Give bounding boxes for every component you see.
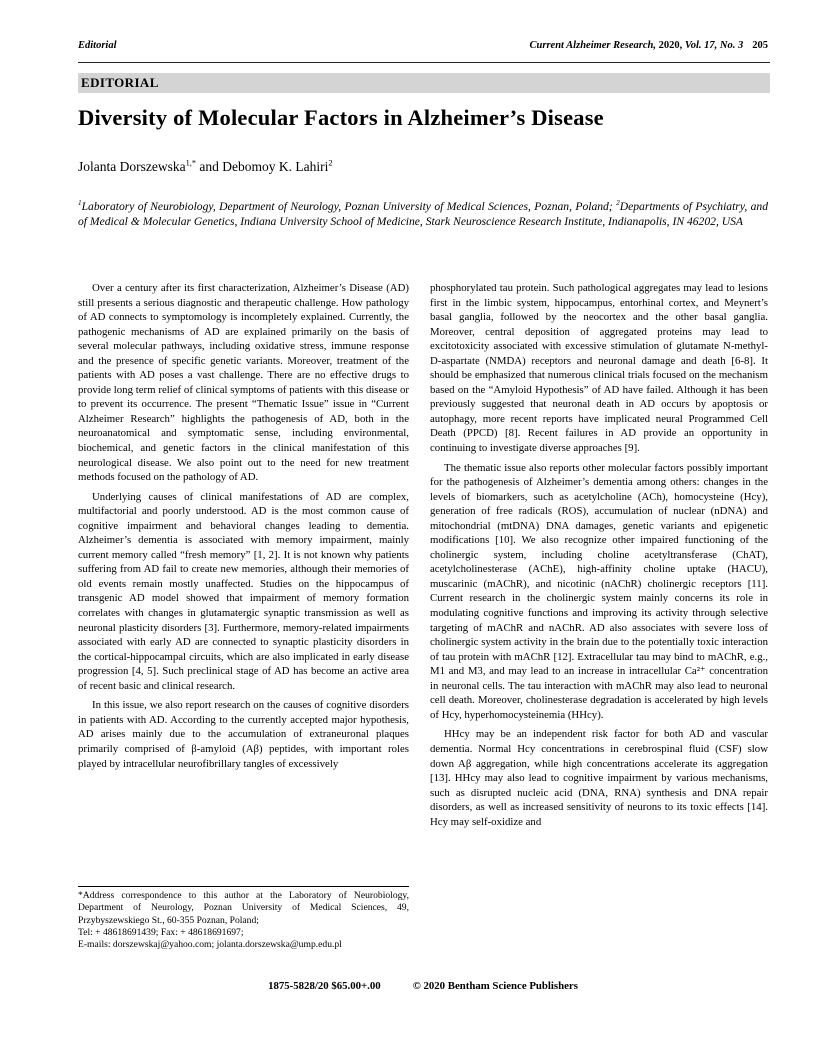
- running-head-section: Editorial: [78, 40, 117, 51]
- copyright: © 2020 Bentham Science Publishers: [412, 980, 578, 992]
- author-line: [78, 159, 768, 175]
- journal-year: 2020,: [656, 40, 685, 51]
- paragraph: In this issue, we also report research on the causes of cognitive disorders in patients with AD. According to the currently accepted major hypothesis, AD arises mainly due to the accumulation of extraneuronal plaques primarily comprised of β-amyloid (Aβ) peptides, with important roles played by intracellular neurofibrillary tangles of excessively: [78, 699, 409, 770]
- issn-price: 1875-5828/20 $65.00+.00: [268, 980, 381, 992]
- journal-name: Current Alzheimer Research,: [529, 40, 657, 51]
- correspondence-footnote: [78, 886, 409, 951]
- affiliation-2-text: Departments of Psychiatry, and of Medical & Molecular Genetics, Indiana University School of Medicine, Stark Neuroscience Research Institute, Indianapolis, IN 46202, USA: [78, 200, 768, 229]
- header-divider: [78, 62, 770, 63]
- author-second-affiliation-marker: 2: [328, 158, 333, 168]
- body-columns: [78, 281, 768, 959]
- page-footer: [78, 980, 768, 992]
- running-head: [78, 40, 768, 51]
- paragraph: phosphorylated tau protein. Such pathological aggregates may lead to lesions first in the limbic system, hippocampus, entorhinal cortex, and Meynert’s basal ganglia, followed by the neocortex and the other basal ganglia. Moreover, central deposition of aggregated proteins may lead to excitotoxicity associated with excessive stimulation of glutamate N-methyl-D-aspartate (NMDA) receptors and neuronal damage and death [6-8]. It should be emphasized that numerous clinical trials focused on the mechanism based on the “Amyloid Hypothesis” of AD have failed. Although it has been previously suggested that neuronal death in AD occurs by apoptosis or autophagy, more recent reports have implicated neural Programmed Cell Death (PPCD) [8]. Recent failures in AD provide an opportunity in continuing to investigate diverse approaches [9].: [430, 282, 768, 455]
- author-first: Jolanta Dorszewska: [78, 159, 186, 174]
- paragraph: HHcy may be an independent risk factor for both AD and vascular dementia. Normal Hcy concentrations in cerebrospinal fluid (CSF) slow down Aβ aggregation, while high concentrations accelerate its aggregation [13]. HHcy may also lead to cognitive impairment by various mechanisms, such as disrupted nucleic acid (DNA, RNA) synthesis and DNA repair disorders, as well as increased sensitivity of neurons to its toxic effects [14]. Hcy may self-oxidize and: [430, 728, 768, 828]
- section-banner: EDITORIAL: [78, 73, 770, 93]
- affiliations: [78, 199, 768, 230]
- journal-volume: Vol. 17, No. 3: [684, 40, 744, 51]
- footnote-divider: [78, 886, 409, 887]
- paragraph: Over a century after its first characterization, Alzheimer’s Disease (AD) still presents a serious diagnostic and therapeutic challenge. How pathology of AD connects to symptomology is incompletely explained. Currently, the pathogenic mechanisms of AD are explained primarily on the basis of several molecular pathways, including oxidative stress, immune response and the presence of specific genetic variants. Moreover, treatment of the patients with AD poses a vast challenge. There are no effective drugs to provide long term relief of clinical symptoms of patients with this disease or to prevent its occurrence. The present “Thematic Issue” issue in “Current Alzheimer Research” highlights the pathogenesis of AD, both in the neuroanatomical and symptomatic sense, including environmental, biochemical, and genetic factors in the clinical manifestation of this neurological disease. We also point out to the need for new treatment methods focused on the pathology of AD.: [78, 282, 409, 484]
- page-number: 205: [752, 40, 768, 51]
- author-first-affiliation-marker: 1,*: [185, 158, 197, 168]
- footnote-phone: Tel: + 48618691439; Fax: + 48618691697;: [78, 926, 244, 938]
- running-head-citation: [530, 40, 768, 51]
- left-column: [78, 281, 409, 881]
- footnote-address: *Address correspondence to this author at the Laboratory of Neurobiology, Department of Neurology, Poznan University of Medical Sciences, 49, Przybyszewskiego St., 60-355 Poznan, Poland;: [78, 890, 409, 926]
- paragraph: Underlying causes of clinical manifestations of AD are complex, multifactorial and poorly understood. AD is the most common cause of cognitive impairment and behavioral changes leading to dementia. Alzheimer’s dementia is associated with memory impairment, mainly current memory called “fresh memory” [1, 2]. It is not known why patients suffering from AD fail to create new memories, although their memories of old events remain mostly unaffected. Studies on the hippocampus of transgenic AD model showed that impairment of memory formation correlates with changes in glutamatergic synaptic transmission as well as neuronal plasticity disorders [3]. Furthermore, memory-related impairments associated with early AD are connected to synaptic plasticity disorders in the cortical-hippocampal circuits, which are also implicated in early disease progression [4, 5]. Such preclinical stage of AD has become an active area of recent basic and clinical research.: [78, 490, 409, 692]
- affiliation-1-text: Laboratory of Neurobiology, Department of Neurology, Poznan University of Medical Sciences, Poznan, Poland;: [81, 200, 617, 213]
- footnote-emails: E-mails: dorszewskaj@yahoo.com; jolanta.dorszewska@ump.edu.pl: [78, 939, 342, 951]
- affiliation-1-marker: 1: [78, 199, 82, 208]
- author-second: Debomoy K. Lahiri: [222, 159, 329, 174]
- article-title: Diversity of Molecular Factors in Alzheimer’s Disease: [78, 105, 604, 130]
- paragraph: The thematic issue also reports other molecular factors possibly important for the pathogenesis of Alzheimer’s dementia among others: changes in the levels of biomarkers, such as acetylcholine (ACh), homocysteine (Hcy), generation of free radicals (ROS), accumulation of nuclear (nDNA) and mitochondrial (mtDNA) DNA damages, genetic variants and epigenetic modifications [10]. We also recognize other impaired functioning of the cholinergic system, including choline acetyltransferase (ChAT), acetylcholinesterase (AChE), high-affinity choline uptake (HACU), muscarinic (mAChR), and nicotinic (nAChR) cholinergic receptors [11]. Current research in the cholinergic system mainly concerns its role in modulating cognitive functions and improving its activity through selective targeting of mAChR and nAChR. AD also associates with severe loss of cholinergic system activity in the brain due to the potentially toxic interaction of tau protein with mAChR [12]. Extracellular tau may bind to mAChR, e.g., M1 and M3, and may lead to an increase in intracellular Ca²⁺ concentration in neuronal cells. The tau interaction with mAChR may also lead to neuronal cell death. Moreover, cholinesterase degradation is accelerated by high levels of Hcy, hyperhomocysteinemia (HHcy).: [430, 461, 768, 721]
- author-connector: and: [196, 159, 223, 174]
- right-column: [430, 281, 768, 959]
- affiliation-2-marker: 2: [616, 199, 620, 208]
